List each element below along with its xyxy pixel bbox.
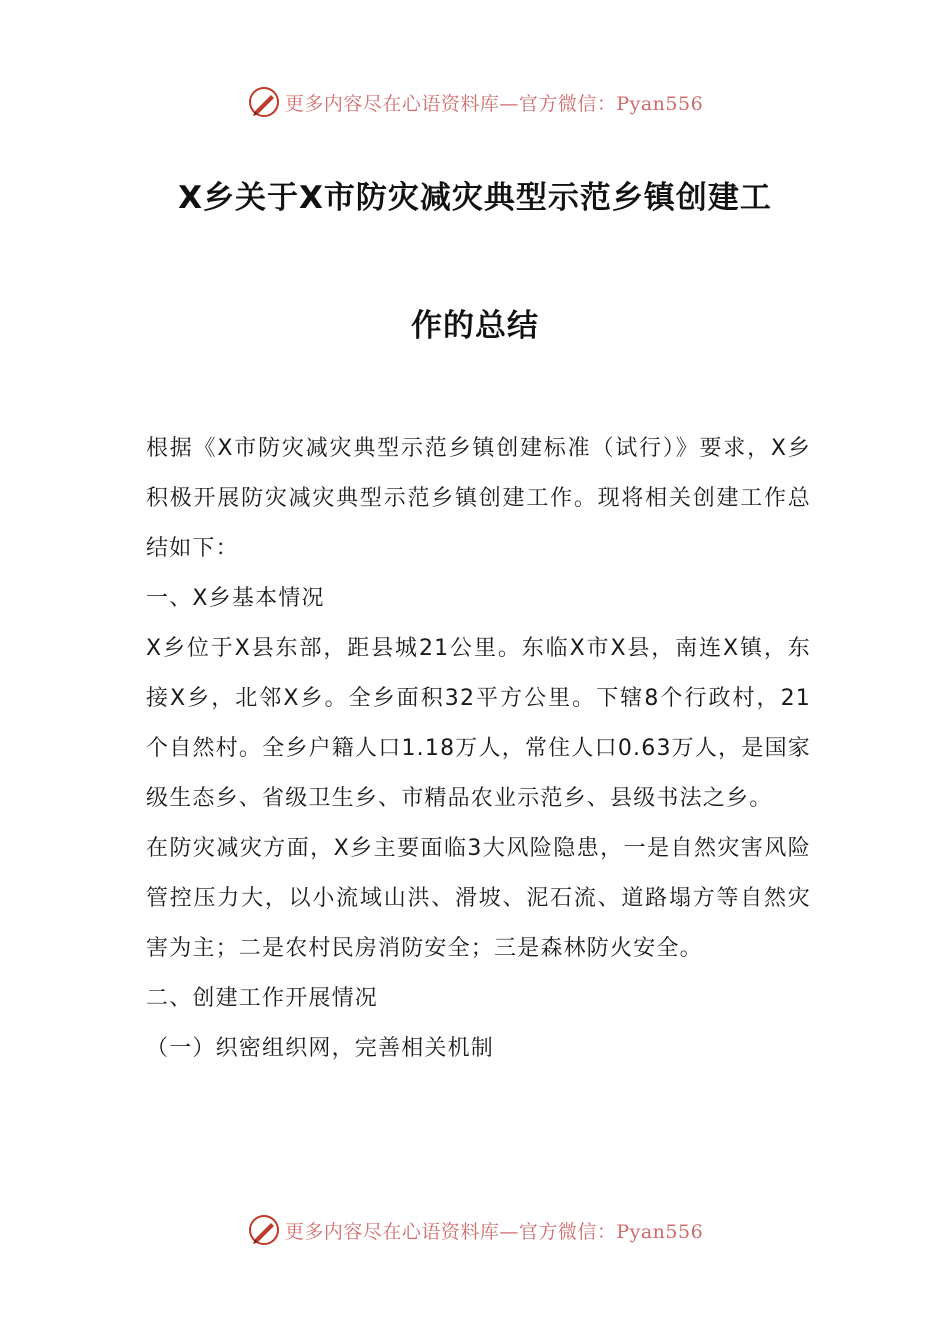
intro-paragraph: 根据《X市防灾减灾典型示范乡镇创建标准（试行）》要求，X乡积极开展防灾减灾典型示范乡镇创建工作。现将相关创建工作总结如下： <box>146 436 811 561</box>
risk-paragraph: 在防灾减灾方面，X乡主要面临3大风险隐患，一是自然灾害风险管控压力大，以小流域山洪、滑坡、泥石流、道路塌方等自然灾害为主；二是农村民房消防安全；三是森林防火安全。 <box>146 836 811 961</box>
document-title-line-1: X乡关于X市防灾减灾典型示范乡镇创建工 <box>178 180 772 216</box>
section-heading-1: 一、X乡基本情况 <box>146 586 325 611</box>
pen-logo-icon <box>247 1213 281 1247</box>
document-body <box>146 424 811 1074</box>
basic-info-paragraph: X乡位于X县东部，距县城21公里。东临X市X县，南连X镇，东接X乡，北邻X乡。全乡面积32平方公里。下辖8个行政村，21个自然村。全乡户籍人口1.18万人，常住人口0.63万人，是国家级生态乡、省级卫生乡、市精品农业示范乡、县级书法之乡。 <box>146 636 811 811</box>
document-title-line-2: 作的总结 <box>411 308 539 344</box>
footer-watermark <box>0 1212 950 1248</box>
watermark-text: 更多内容尽在心语资料库—官方微信：Pyan556 <box>284 92 704 115</box>
subsection-heading-1: （一）织密组织网，完善相关机制 <box>146 1036 495 1061</box>
section-heading-2: 二、创建工作开展情况 <box>146 986 379 1011</box>
watermark-text: 更多内容尽在心语资料库—官方微信：Pyan556 <box>284 1220 704 1243</box>
header-watermark <box>0 84 950 120</box>
pen-logo-icon <box>247 85 281 119</box>
